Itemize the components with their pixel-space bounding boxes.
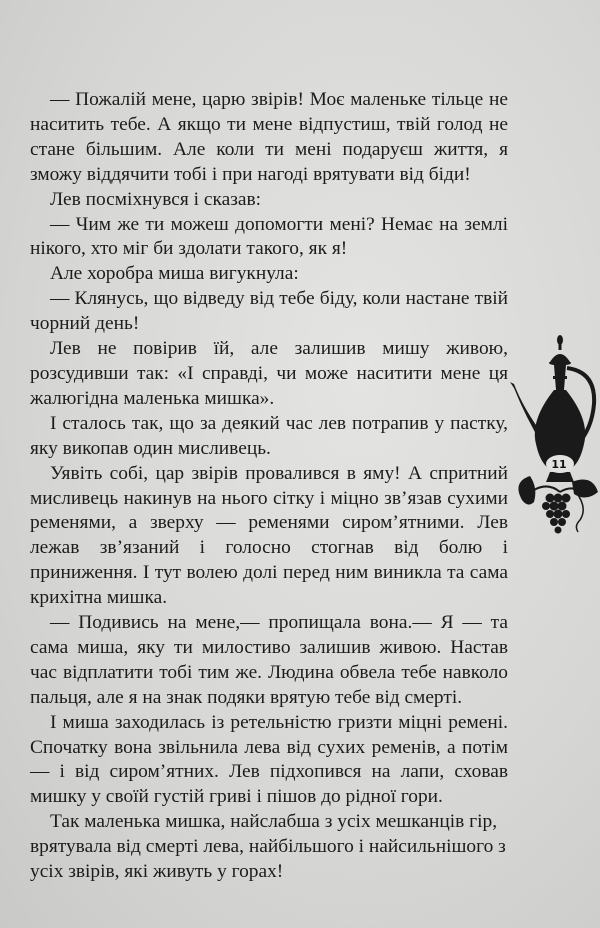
paragraph-7: І сталось так, що за деякий час лев потрапив у пастку, яку викопав один мисливець. — [30, 412, 508, 459]
paragraph-5: — Клянусь, що відведу від тебе біду, коли настане твій чорний день! — [30, 288, 508, 335]
story-text — [30, 88, 508, 885]
ewer-grapes-icon — [508, 332, 600, 542]
paragraph-4: Але хоробра миша вигукнула: — [50, 263, 299, 285]
paragraph-3: — Чим же ти можеш допомогти мені? Немає на землі нікого, хто міг би здолати такого, як я! — [30, 213, 508, 260]
page-number: 11 — [551, 458, 567, 471]
paragraph-11: Так маленька мишка, найслабша з усіх мешканців гір, врятувала від смерті лева, найбільшого і найсильнішого з усіх звірів, які живуть у горах! — [30, 811, 506, 883]
paragraph-8: Уявіть собі, цар звірів провалився в яму! А спритний мисливець накинув на нього сітку і міцно зв’язав сухими ременями, а зверху — ременями сиром’ятними. Лев лежав зв’язаний і голосно стогнав від болю і приниження. І тут волею долі перед ним виникла та сама крихітна мишка. — [30, 462, 508, 609]
paragraph-6: Лев не повірив їй, але залишив мишу живою, розсудивши так: «І справді, чи може наситити мене ця жалюгідна маленька мишка». — [30, 338, 508, 409]
paragraph-2: Лев посміхнувся і сказав: — [50, 188, 262, 210]
paragraph-9: — Подивись на мене,— пропищала вона.— Я — та сама миша, яку ти милостиво залишив живою. Настав час відплатити тобі тим же. Людина обвела тебе навколо пальця, але я на знак подяки врятую тебе від смерті. — [30, 612, 508, 708]
paragraph-10: І миша заходилась із ретельністю гризти міцні ремені. Спочатку вона звільнила лева від сухих ременів, а потім — і від сиром’ятних. Лев підхопився на лапи, сховав мишку у своїй густій гриві і пішов до рідної гори. — [30, 711, 508, 808]
paragraph-1: — Пожалій мене, царю звірів! Моє маленьке тільце не наситить тебе. А якщо ти мене відпустиш, твій голод не стане більшим. Але коли ти мені подаруєш життя, я зможу віддячити тобі і при нагоді врятувати від біди! — [30, 89, 508, 185]
